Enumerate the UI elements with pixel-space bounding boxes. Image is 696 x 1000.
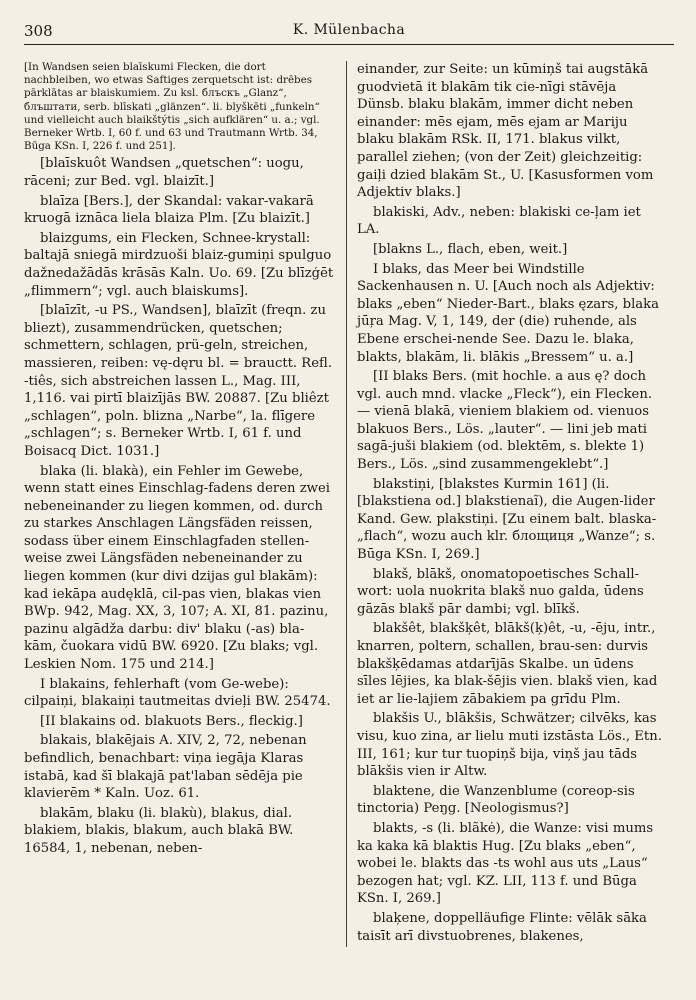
dictionary-entry: [blaīzīt, -u PS., Wandsen], blaīzīt (freqn. zu bliezt), zusammendrücken, quetschen; schmettern, schlagen, prü-geln, streichen, massieren, reiben: vę-dęru bl. = brauctt. Refl. -tiês, sich abstreichen lassen L., Mag. III, 1,116. vai pirtī blaizījās BW. 20887. [Zu bliêzt „schlagen“, poln. blizna „Narbe“, la. flīgere „schlagen“; s. Berneker Wrtb. I, 61 f. und Boisacq Dict. 1031.]	[24, 303, 333, 459]
dictionary-entry: blaķene, doppelläufige Flinte: vēlāk sāka taisīt arī divstuobrenes, blakenes,	[357, 910, 647, 944]
dictionary-entry: blakiski, Adv., neben: blakiski ce-ļam iet LA.	[357, 204, 641, 238]
running-title: K. Mülenbacha	[292, 22, 406, 38]
right-column	[346, 61, 664, 947]
dictionary-entry: blakais, blakējais A. XIV, 2, 72, nebenan befindlich, benachbart: viņa iegāja Klaras istabā, kad šī blakajā pat'laban sēdēja pie klavierēm * Kaln. Uoz. 61.	[24, 733, 307, 802]
dictionary-entry: blakām, blaku (li. blakù), blakus, dial. blakiem, blakis, blakum, auch blakā BW. 16584, 1, nebenan, neben-	[24, 805, 294, 856]
dictionary-entry: blakstiņi, [blakstes Kurmin 161] (li. [blakstiena od.] blakstienaĩ), die Augen-lider Kand. Gew. plakstiņi. [Zu einem balt. blaska- „flach“, wozu auch klr. блощиця „Wanze“; s. Būga KSn. I, 269.]	[357, 476, 657, 563]
dictionary-entry: [II blaks Bers. (mit hochle. a aus ę? doch vgl. auch mnd. vlacke „Fleck“), ein Flecken. — vienā blakā, vieniem blakiem od. vienuos blakuos Bers., Lös. „lauter“. — lini jeb mati sagā-juši blakiem (od. blektēm, s. blekte 1) Bers., Lös. „sind zusammengeklebt“.]	[357, 369, 653, 473]
dictionary-entry: [blaīskuôt Wandsen „quetschen“: uogu, rāceni; zur Bed. vgl. blaizīt.]	[24, 156, 304, 190]
dictionary-entry: [blakns L., flach, eben, weit.]	[373, 241, 568, 257]
dictionary-entry: blaizgums, ein Flecken, Schnee-krystall: baltajā sniegā mirdzuoši blaiz-gumiņi spulguo dažnedažādās krāsās Kaln. Uo. 69. [Zu blīzģēt „flimmern“; vgl. auch blaiskums].	[24, 230, 334, 299]
dictionary-entry: [II blakains od. blakuots Bers., fleckig.]	[40, 713, 303, 729]
dictionary-entry: [In Wandsen seien blaīskumi Flecken, die dort nachbleiben, wo etwas Saftiges zerquetscht ist: drēbes pārklātas ar blaiskumiem. Zu ksl. блъскъ „Glanz“, блъштати, serb. blīskati „glänzen“. li. blyškēti „funkeln“ und vielleicht auch blaikštýtis „sich aufklären“ u. a.; vgl. Berneker Wrtb. I, 60 f. und 63 und Trautmann Wrtb. 34, Būga KSn. I, 226 f. und 251].	[24, 61, 320, 153]
dictionary-entry: einander, zur Seite: un kūmiņš tai augstākā guodvietā it blakām tik cie-nīgi stāvēja Dünsb. blaku blakām, immer dicht neben einander: mēs ejam, mēs ejam ar Mariju blaku blakām RSk. II, 171. blakus vilkt, parallel ziehen; (von der Zeit) gleichzeitig: gaiļi dzied blakām St., U. [Kasusformen vom Adjektiv blaks.]	[357, 62, 654, 201]
dictionary-entry: I blaks, das Meer bei Windstille Sackenhausen n. U. [Auch noch als Adjektiv: blaks „eben“ Nieder-Bart., blaks ęzars, blaka jūŗa Mag. V, 1, 149, der (die) ruhende, als Ebene erschei-nende See. Dazu le. blaka, blakts, blakām, li. blākis „Bressem“ u. a.]	[357, 261, 659, 365]
page-header	[24, 22, 674, 45]
dictionary-entry: blakš, blākš, onomatopoetisches Schall-wort: uola nuokrita blakš nuo galda, ūdens gāzās blakš pār dambi; vgl. blīkš.	[357, 566, 644, 617]
dictionary-entry: blakts, -s (li. blãkė), die Wanze: visi mums ka kaka kā blaktis Hug. [Zu blaks „eben“, wobei le. blakts das -ts wohl aus uts „Laus“ bezogen hat; vgl. KZ. LII, 113 f. und Būga KSn. I, 269.]	[357, 820, 654, 907]
dictionary-entry: blaka (li. blakà), ein Fehler im Gewebe, wenn statt eines Einschlag-fadens deren zwei nebeneinander zu liegen kommen, od. durch zu starkes Anschlagen Längsfäden reissen, sodass über einem Einschlagfaden stellen-weise zwei Längsfäden nebeneinander zu liegen kommen (kur divi dzijas gul blakām): kad iekāpa audęklā, cil-pas vien, blakas vien BWp. 942, Mag. XX, 3, 107; A. XI, 81. pazinu, pazinu algādža darbu: div' blaku (-as) bla-kām, čuokara vidū BW. 6920. [Zu blaks; vgl. Leskien Nom. 175 und 214.]	[24, 463, 330, 673]
dictionary-entry: blakšêt, blakšķêt, blākš(ķ)êt, -u, -ēju, intr., knarren, poltern, schallen, brau-sen: durvis blakšķēdamas atdarījās Skalbe. un ūdens sīles lējies, ka blak-šējis vien. blakš vien, kad iet ar lie-lajiem zābakiem pa grīdu Plm.	[357, 621, 658, 707]
dictionary-entry: blaīza [Bers.], der Skandal: vakar-vakarā kruogā iznāca liela blaiza Plm. [Zu blaizīt.]	[24, 193, 314, 227]
left-column	[24, 61, 342, 947]
dictionary-entry: blakšis U., blākšis, Schwätzer; cilvēks, kas visu, kuo zina, ar lielu muti izstāsta Lös., Etn. III, 161; kur tur tuopiņš bija, viņš jau tāds blākšis vien ir Altw.	[357, 711, 662, 780]
dictionary-entry: I blakains, fehlerhaft (vom Ge-webe): cilpaiņi, blakaiņi tautmeitas dvieļi BW. 25474.	[24, 676, 331, 710]
text-columns	[24, 61, 674, 947]
dictionary-entry: blaktene, die Wanzenblume (coreop-sis tinctoria) Peŋg. [Neologismus?]	[357, 783, 635, 817]
page-number: 308	[24, 22, 53, 40]
